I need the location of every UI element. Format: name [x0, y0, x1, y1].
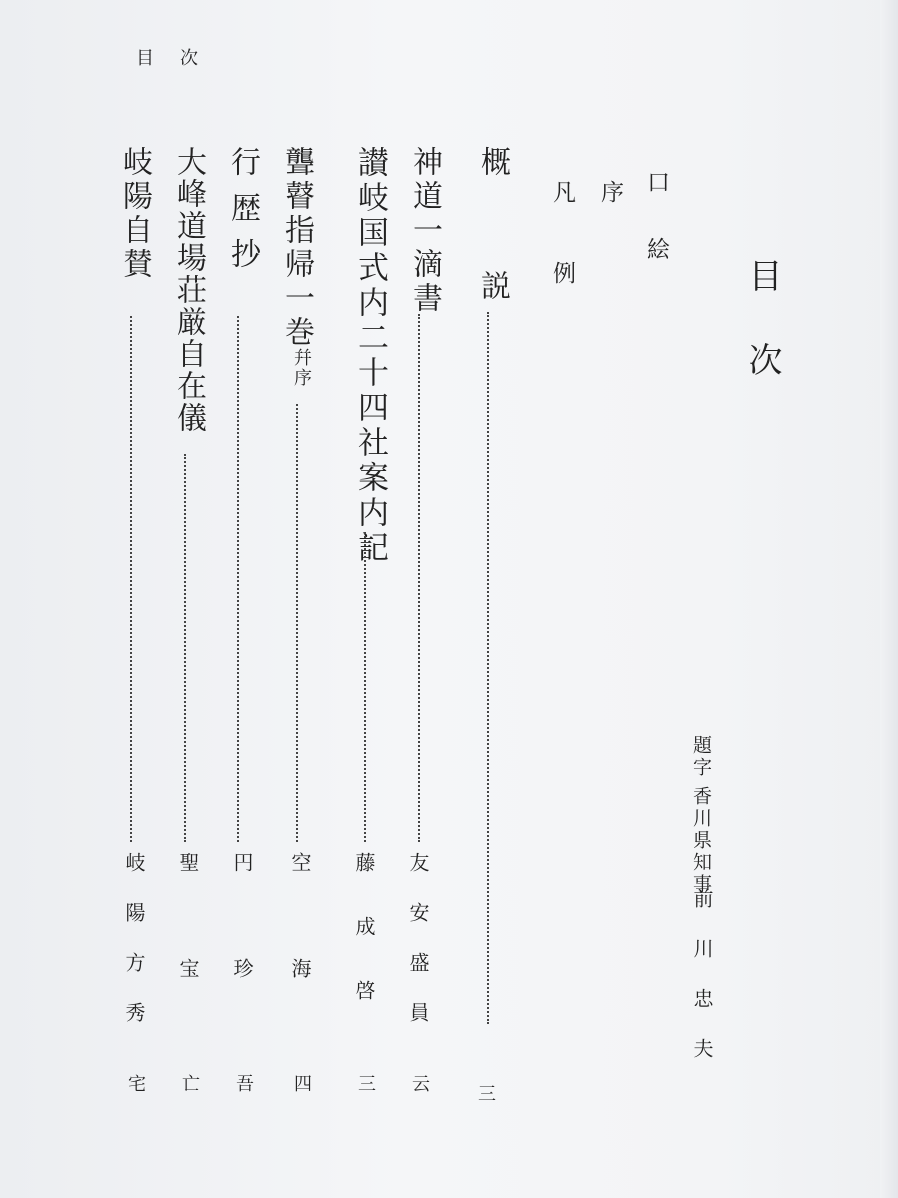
entry-omine-title: 大峰道場荘厳自在儀: [171, 146, 206, 434]
entry-kiyo-author: 岐陽方秀: [122, 852, 146, 1052]
running-header: 目次: [136, 48, 224, 69]
entry-kiyo-title: 岐陽自賛: [117, 146, 152, 282]
show-through: [640, 140, 680, 174]
front-kuchie: 口絵: [643, 170, 669, 304]
entry-gyoreki-title: 行歴抄: [225, 146, 260, 284]
front-hanrei: 凡例: [549, 180, 575, 342]
dot-leader: [130, 316, 132, 842]
entry-sanuki-title: 讃岐国式内二十四社案内記: [352, 146, 388, 566]
credit-label: 題字: [690, 735, 712, 779]
entry-gyoreki-page: 吾: [233, 1074, 254, 1092]
entry-gaisetsu-page: 三: [475, 1084, 496, 1102]
page-title: 目次: [742, 258, 782, 426]
credit-name: 前川忠夫: [690, 888, 714, 1088]
entry-sanuki-page: 三: [355, 1074, 376, 1092]
entry-kiyo-page: 宅: [125, 1074, 146, 1092]
dot-leader: [418, 314, 420, 842]
entry-shinto-author: 友安盛員: [406, 852, 430, 1052]
dot-leader: [296, 404, 298, 842]
entry-gaisetsu-title: 概説: [475, 146, 510, 394]
dot-leader: [237, 316, 239, 842]
entry-gyoreki-author: 円珍: [230, 852, 254, 1064]
entry-omine-page: 亡: [179, 1074, 200, 1092]
credit-role: 香川県知事: [690, 786, 712, 896]
dot-leader: [364, 532, 366, 842]
dot-leader: [487, 312, 489, 1024]
front-jo: 序: [597, 180, 623, 217]
dot-leader: [184, 454, 186, 842]
entry-sanuki-author: 藤成啓: [352, 852, 376, 1044]
entry-omine-author: 聖宝: [176, 852, 200, 1064]
entry-rogo-page: 四: [291, 1074, 312, 1092]
entry-shinto-page: 云: [409, 1074, 430, 1092]
entry-rogo-author: 空海: [288, 852, 312, 1064]
entry-shinto-title: 神道一滴書: [407, 146, 442, 316]
entry-rogo-title: 聾瞽指帰一巻: [279, 146, 314, 350]
entry-rogo-subtitle: 幷序: [291, 348, 312, 388]
